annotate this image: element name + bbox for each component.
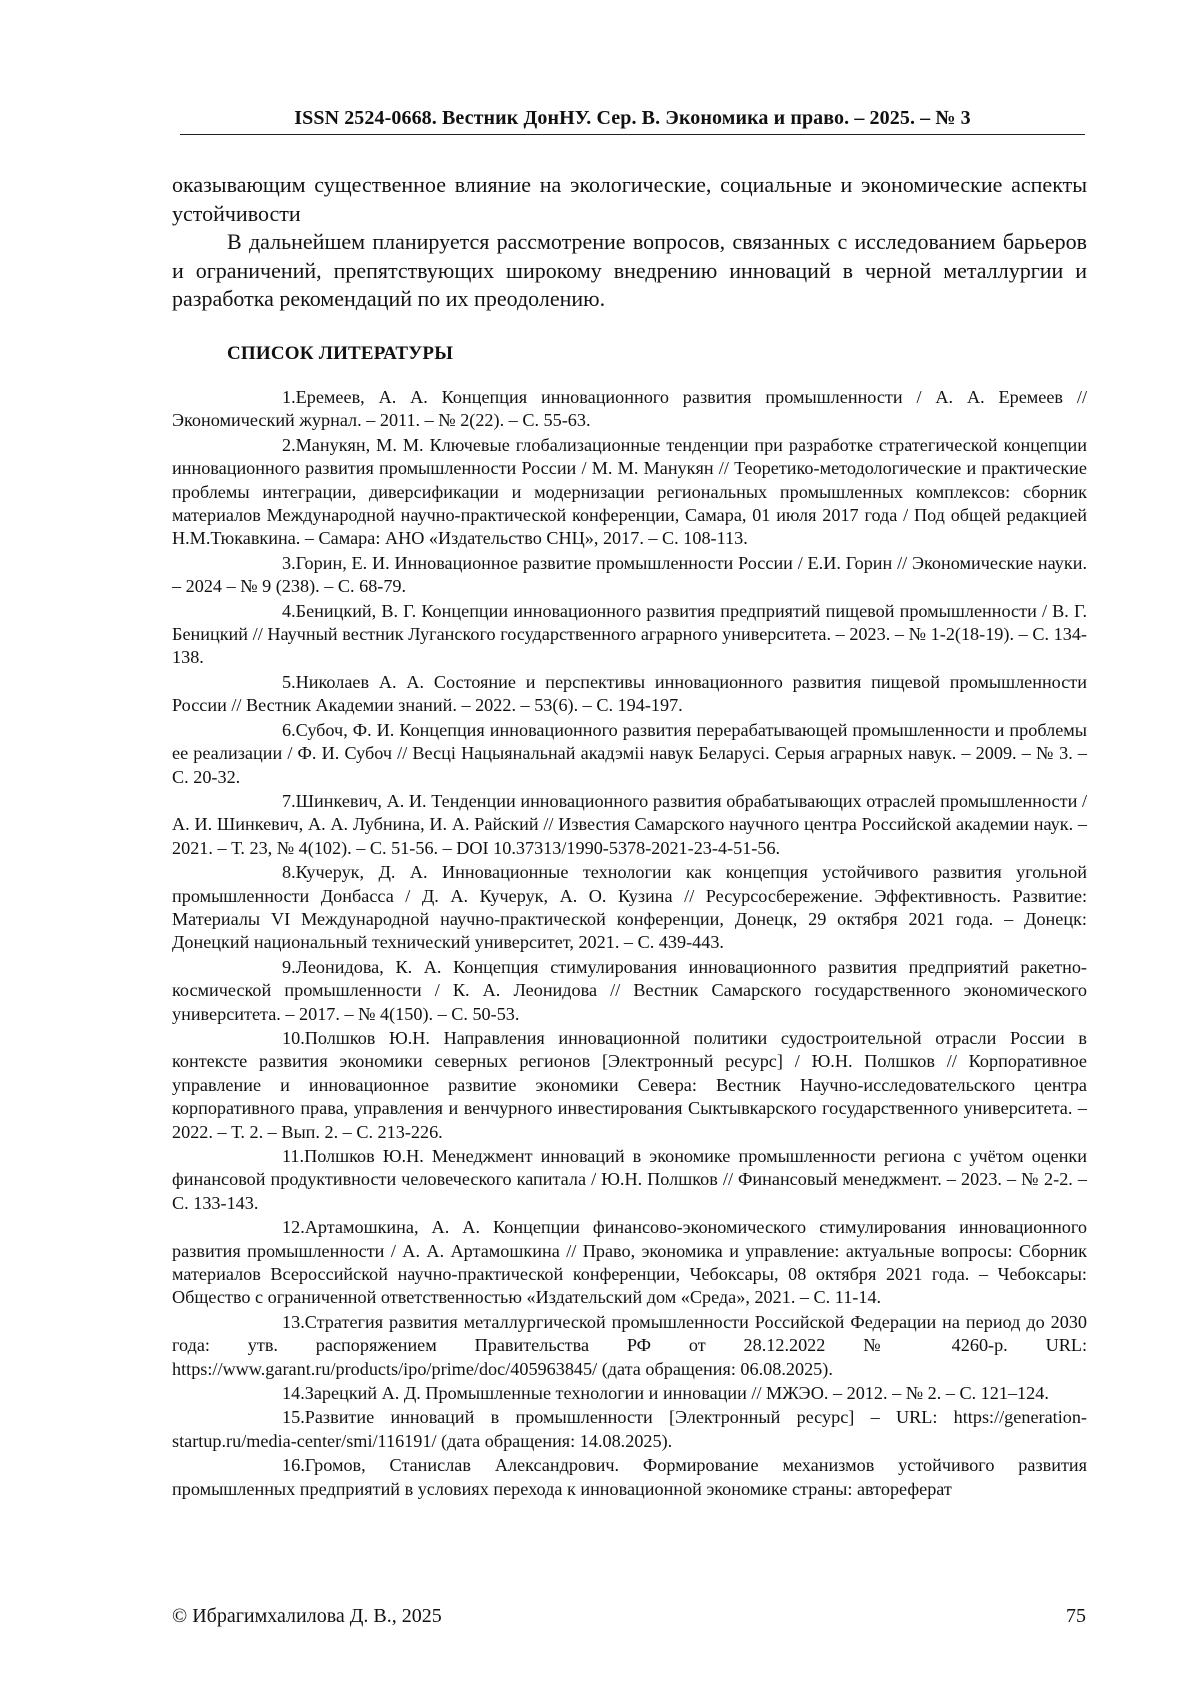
reference-text: Шинкевич, А. И. Тенденции инновационного развития обрабатывающих отраслей промышленности / А. И. Шинкевич, А. А. Лубнина, И. А. Райский // Известия Самарского научного центра Российской академии наук. – 2021. – Т. 23, № 4(102). – С. 51-56. – DOI 10.37313/1990-5378-2021-23-4-51-56. <box>172 790 1087 858</box>
reference-number: 1. <box>282 387 296 407</box>
reference-text: Артамошкина, А. А. Концепции финансово-экономического стимулирования инновационного развития промышленности / А. А. Артамошкина // Право, экономика и управление: актуальные вопросы: Сборник материалов Всероссийской научно-практической конференции, Чебоксары, 08 октября 2021 года. – Чебоксары: Общество с ограниченной ответственностью «Издательский дом «Среда», 2021. – С. 11-14. <box>172 1217 1087 1308</box>
reference-item <box>172 1454 1087 1501</box>
reference-number: 8. <box>282 862 296 883</box>
reference-number: 13. <box>282 1311 305 1332</box>
reference-text: Стратегия развития металлургической промышленности Российской Федерации на период до 2030 года: утв. распоряжением Правительства РФ от 28.12.2022 № 4260-р. URL: https://www.garant.ru/products/ipo/prime/doc/405963845/ (дата обращения: 06.08.2025). <box>172 1311 1087 1379</box>
reference-item <box>172 956 1087 1026</box>
reference-number: 3. <box>282 552 296 573</box>
reference-text: Николаев А. А. Состояние и перспективы инновационного развития пищевой промышленности России // Вестник Академии знаний. – 2022. – 53(6). – С. 194-197. <box>172 671 1087 716</box>
reference-text: Беницкий, В. Г. Концепции инновационного развития предприятий пищевой промышленности / В. Г. Беницкий // Научный вестник Луганского государственного аграрного университета. – 2023. – № 1-2(18-19). – С. 134-138. <box>172 600 1087 668</box>
reference-item <box>172 600 1087 670</box>
reference-text: Леонидова, К. А. Концепция стимулирования инновационного развития предприятий ракетно-космической промышленности / К. А. Леонидова // Вестник Самарского государственного экономического университета. – 2017. – № 4(150). – С. 50-53. <box>172 956 1087 1024</box>
reference-number: 9. <box>282 956 296 977</box>
reference-list <box>172 386 1087 1502</box>
reference-item <box>172 1216 1087 1310</box>
reference-text: Зарецкий А. Д. Промышленные технологии и инновации // МЖЭО. – 2012. – № 2. – С. 121–124. <box>304 1383 1049 1404</box>
reference-number: 7. <box>282 790 296 811</box>
reference-text: Еремеев, А. А. Концепция инновационного развития промышленности / А. А. Еремеев // Экономический журнал. – 2011. – № 2(22). – С. 55-63. <box>172 387 1087 431</box>
references-title: СПИСОК ЛИТЕРАТУРЫ <box>227 343 454 364</box>
reference-number: 11. <box>282 1146 305 1166</box>
running-header: ISSN 2524-0668. Вестник ДонНУ. Сер. В. Экономика и право. – 2025. – № 3 <box>294 107 971 129</box>
reference-item <box>172 1382 1087 1405</box>
body-paragraph: оказывающим существенное влияние на экологические, социальные и экономические аспекты устойчивости <box>172 172 1087 226</box>
footer-copyright: © Ибрагимхалилова Д. В., 2025 <box>172 1605 442 1627</box>
body-paragraph: В дальнейшем планируется рассмотрение вопросов, связанных с исследованием барьеров и ограничений, препятствующих широкому внедрению инноваций в черной металлургии и разработка рекомендаций по их преодолению. <box>172 229 1087 311</box>
reference-text: Полшков Ю.Н. Направления инновационной политики судостроительной отрасли России в контексте развития экономики северных регионов [Электронный ресурс] / Ю.Н. Полшков // Корпоративное управление и инновационное развитие экономики Севера: Вестник Научно-исследовательского центра корпоративного права, управления и венчурного инвестирования Сыктывкарского государственного университета. – 2022. – Т. 2. – Вып. 2. – С. 213-226. <box>172 1027 1087 1142</box>
reference-item <box>172 434 1087 551</box>
reference-item <box>172 1406 1087 1453</box>
reference-item <box>172 552 1087 599</box>
reference-item <box>172 1027 1087 1144</box>
reference-text: Субоч, Ф. И. Концепция инновационного развития перерабатывающей промышленности и проблемы ее реализации / Ф. И. Субоч // Весці Нацыянальнай акадэміі навук Беларусі. Серыя аграрных навук. – 2009. – № 3. – С. 20-32. <box>172 719 1087 787</box>
reference-number: 4. <box>282 600 296 621</box>
body-text <box>172 171 1087 314</box>
reference-number: 6. <box>282 719 296 740</box>
reference-item <box>172 1311 1087 1381</box>
reference-item <box>172 790 1087 860</box>
reference-number: 5. <box>282 671 296 692</box>
reference-text: Полшков Ю.Н. Менеджмент инноваций в экономике промышленности региона с учётом оценки финансовой продуктивности человеческого капитала / Ю.Н. Полшков // Финансовый менеджмент. – 2023. – № 2-2. – С. 133-143. <box>172 1146 1087 1213</box>
reference-text: Кучерук, Д. А. Инновационные технологии как концепция устойчивого развития угольной промышленности Донбасса / Д. А. Кучерук, А. О. Кузина // Ресурсосбережение. Эффективность. Развитие: Материалы VI Международной научно-практической конференции, Донецк, 29 октября 2021 года. – Донецк: Донецкий национальный технический университет, 2021. – С. 439-443. <box>172 862 1087 953</box>
reference-number: 10. <box>282 1027 305 1048</box>
reference-number: 12. <box>282 1217 305 1238</box>
page-number: 75 <box>1066 1605 1086 1627</box>
reference-text: Громов, Станислав Александрович. Формирование механизмов устойчивого развития промышленных предприятий в условиях перехода к инновационной экономике страны: автореферат <box>172 1455 1087 1499</box>
reference-number: 2. <box>282 434 296 455</box>
reference-text: Развитие инноваций в промышленности [Электронный ресурс] – URL: https://generation-startup.ru/media-center/smi/116191/ (дата обращения: 14.08.2025). <box>172 1407 1087 1451</box>
reference-item <box>172 719 1087 789</box>
reference-item <box>172 861 1087 955</box>
header-rule <box>180 134 1085 135</box>
reference-item <box>172 671 1087 718</box>
reference-item <box>172 1145 1087 1215</box>
reference-number: 14. <box>282 1383 305 1404</box>
reference-text: Горин, Е. И. Инновационное развитие промышленности России / Е.И. Горин // Экономические науки. – 2024 – № 9 (238). – С. 68-79. <box>172 552 1087 597</box>
reference-number: 16. <box>282 1455 305 1476</box>
reference-item <box>172 386 1087 433</box>
reference-number: 15. <box>282 1407 305 1428</box>
reference-text: Манукян, М. М. Ключевые глобализационные тенденции при разработке стратегической концепции инновационного развития промышленности России / М. М. Манукян // Теоретико-методологические и практические проблемы интеграции, диверсификации и модернизации региональных промышленных комплексов: сборник материалов Международной научно-практической конференции, Самара, 01 июля 2017 года / Под общей редакцией Н.М.Тюкавкина. – Самара: АНО «Издательство СНЦ», 2017. – С. 108-113. <box>172 434 1087 549</box>
